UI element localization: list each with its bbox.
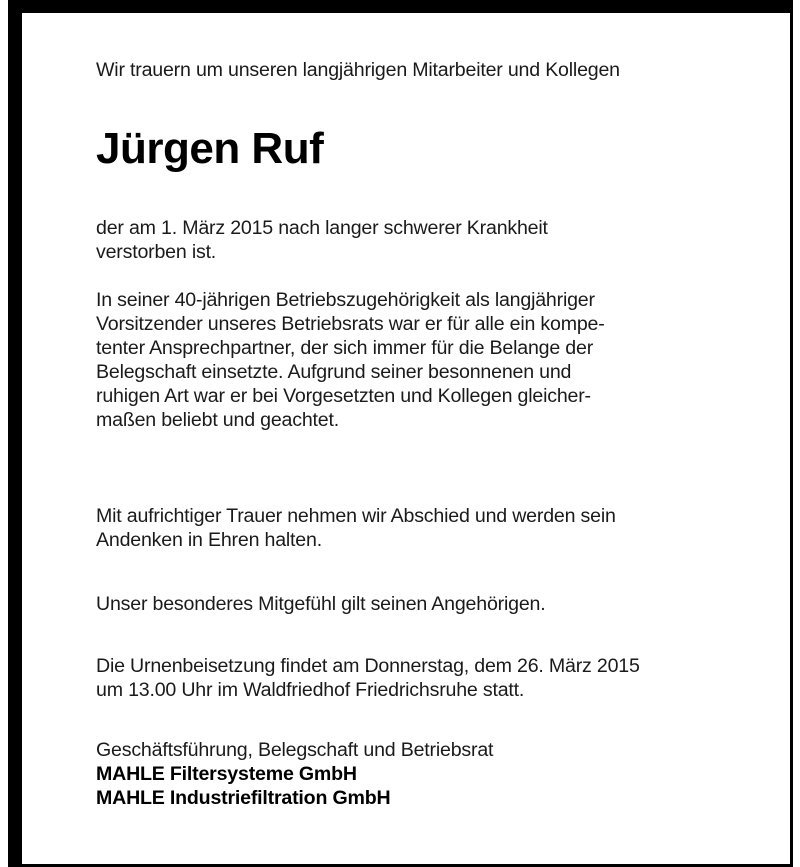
company-name: MAHLE Filtersysteme GmbH [96,763,357,785]
text-line: In seiner 40-jährigen Betriebszugehörigkeit als langjähriger [96,289,595,311]
condolence-paragraph [96,592,756,616]
text-line: Belegschaft einsetzte. Aufgrund seiner besonnenen und [96,361,572,383]
farewell-paragraph [96,504,756,552]
deceased-name: Jürgen Ruf [96,124,324,173]
text-line: Andenken in Ehren halten. [96,529,322,551]
text-line: Unser besonderes Mitgefühl gilt seinen Angehörigen. [96,593,546,615]
death-notice-paragraph [96,216,756,264]
text-line: Vorsitzender unseres Betriebsrats war er für alle ein kompe- [96,313,605,335]
burial-info-paragraph [96,654,756,702]
obituary-content [96,58,756,809]
text-line: Die Urnenbeisetzung findet am Donnerstag, dem 26. März 2015 [96,655,640,677]
text-line: maßen beliebt und geachtet. [96,409,339,431]
text-line: ruhigen Art war er bei Vorgesetzten und Kollegen gleicher- [96,385,591,407]
tribute-paragraph [96,288,756,432]
intro-text: Wir trauern um unseren langjährigen Mitarbeiter und Kollegen [96,59,620,81]
text-line: tenter Ansprechpartner, der sich immer für die Belange der [96,337,594,359]
text-line: der am 1. März 2015 nach langer schwerer Krankheit [96,217,548,239]
text-line: verstorben ist. [96,241,217,263]
text-line: um 13.00 Uhr im Waldfriedhof Friedrichsruhe statt. [96,679,525,701]
signature-line: Geschäftsführung, Belegschaft und Betriebsrat [96,739,494,761]
company-name: MAHLE Industriefiltration GmbH [96,787,391,809]
signature-block [96,738,756,810]
text-line: Mit aufrichtiger Trauer nehmen wir Abschied und werden sein [96,505,616,527]
